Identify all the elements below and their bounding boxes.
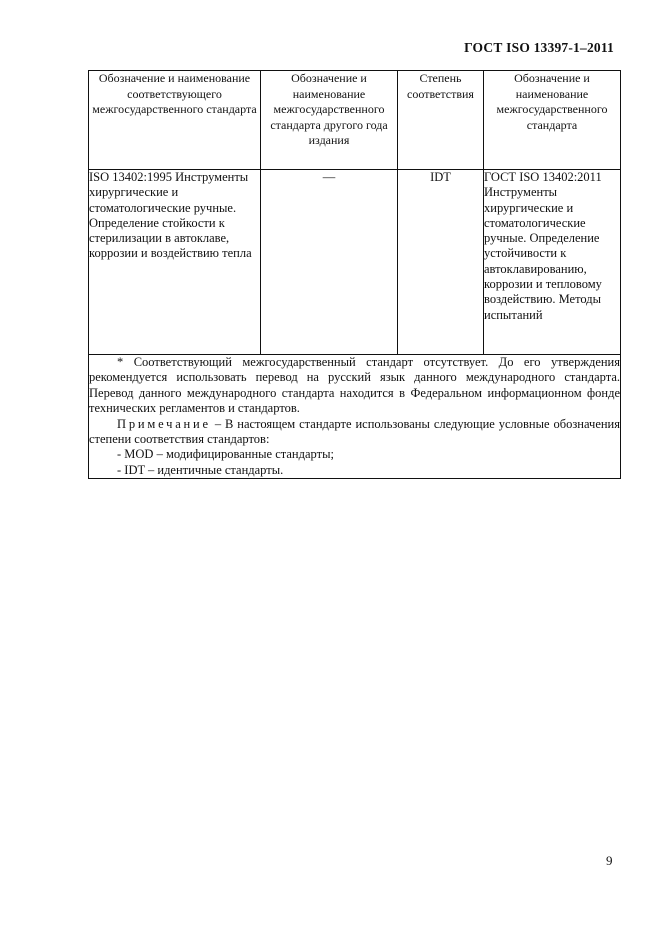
table-cell: ISO 13402:1995 Инструменты хирургические и стоматологические ручные. Определение стойкости к стерилизации в автоклаве, коррозии и воздействию тепла: [89, 170, 261, 355]
footnote: * Соответствующий межгосударственный стандарт отсутствует. До его утверждения рекомендуется использовать перевод на русский язык данного международного стандарта. Перевод данного международного стандарта находится в Федеральном информационном фонде технических регламентов и стандартов.: [89, 355, 620, 416]
notes-cell: [89, 355, 621, 479]
list-item: - IDT – идентичные стандарты.: [117, 462, 284, 477]
note-label: Примечание: [117, 416, 211, 431]
note-paragraph: [89, 417, 620, 448]
table-cell: —: [261, 170, 398, 355]
column-header: Обозначение и наименование межгосударственного стандарта другого года издания: [261, 71, 398, 170]
notes-row: [89, 355, 621, 479]
column-header: Обозначение и наименование соответствующего межгосударственного стандарта: [89, 71, 261, 170]
column-header: Степень соответствия: [398, 71, 484, 170]
document-code: ГОСТ ISO 13397-1–2011: [464, 40, 614, 55]
note-text: – В настоящем стандарте использованы следующие условные обозначения степени соответствия стандартов:: [89, 416, 620, 447]
standards-correspondence-table: [88, 70, 621, 479]
table-header-row: [89, 71, 621, 170]
column-header: Обозначение и наименование межгосударственного стандарта: [484, 71, 621, 170]
page-number: 9: [606, 853, 613, 868]
list-item: - MOD – модифицированные стандарты;: [117, 447, 334, 462]
table-cell: ГОСТ ISO 13402:2011 Инструменты хирургические и стоматологические ручные. Определение устойчивости к автоклавированию, коррозии и тепловому воздействию. Методы испытаний: [484, 170, 621, 355]
table-cell: IDT: [398, 170, 484, 355]
table-row: [89, 170, 621, 355]
